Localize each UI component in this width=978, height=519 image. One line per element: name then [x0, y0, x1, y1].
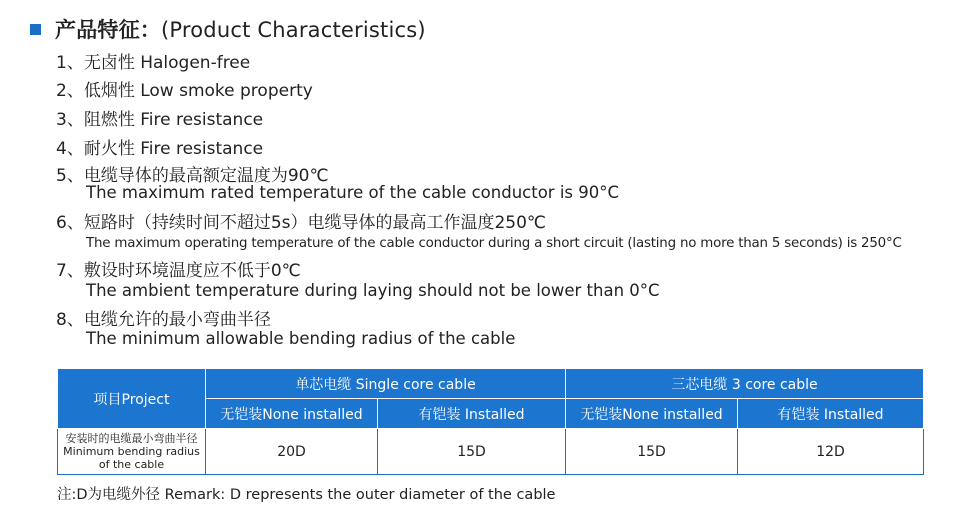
feature-item-8: 8、电缆允许的最小弯曲半径 [56, 310, 271, 330]
table-cell-value: 15D [378, 429, 566, 475]
feature-item-5: 5、电缆导体的最高额定温度为90℃ [56, 166, 329, 186]
table-subheader-single-unarmored: 无铠装None installed [206, 399, 378, 429]
table-note: 注:D为电缆外径 Remark: D represents the outer diameter of the cable [57, 487, 556, 503]
bending-radius-table [57, 368, 924, 475]
feature-item-2: 2、低烟性 Low smoke property [56, 81, 313, 101]
row-label-line-3: of the cable [98, 458, 165, 471]
feature-item-4: 4、耐火性 Fire resistance [56, 139, 264, 159]
table-header-three-core: 三芯电缆 3 core cable [566, 369, 924, 399]
table-subheader-three-armored: 有铠装 Installed [738, 399, 924, 429]
row-label-line-2: Minimum bending radius [63, 445, 200, 458]
table-row [58, 429, 924, 475]
table-cell-value: 12D [738, 429, 924, 475]
section-heading [30, 14, 426, 44]
row-label-line-1: 安装时的电缆最小弯曲半径 [65, 432, 198, 445]
feature-item-7-english: The ambient temperature during laying should not be lower than 0°C [86, 281, 660, 300]
feature-item-8-english: The minimum allowable bending radius of the cable [86, 329, 516, 348]
square-bullet-icon [30, 24, 41, 35]
feature-item-3: 3、阻燃性 Fire resistance [56, 110, 264, 130]
title-cn: 产品特征： [55, 18, 161, 42]
feature-item-6: 6、短路时（持续时间不超过5s）电缆导体的最高工作温度250℃ [56, 213, 547, 233]
title-en: (Product Characteristics) [161, 18, 426, 42]
table-subheader-three-unarmored: 无铠装None installed [566, 399, 738, 429]
page-title [55, 14, 426, 44]
table-subheader-single-armored: 有铠装 Installed [378, 399, 566, 429]
table-cell-value: 20D [206, 429, 378, 475]
feature-item-6-english: The maximum operating temperature of the cable conductor during a short circuit (lasting no more than 5 seconds) is 250°C [86, 236, 902, 251]
table-row-label [58, 429, 206, 475]
table-cell-value: 15D [566, 429, 738, 475]
table-header-single-core: 单芯电缆 Single core cable [206, 369, 566, 399]
feature-item-7: 7、敷设时环境温度应不低于0℃ [56, 261, 301, 281]
feature-item-5-english: The maximum rated temperature of the cable conductor is 90°C [86, 183, 620, 202]
feature-item-1: 1、无卤性 Halogen-free [56, 53, 251, 73]
table-header-project: 项目Project [58, 369, 206, 429]
